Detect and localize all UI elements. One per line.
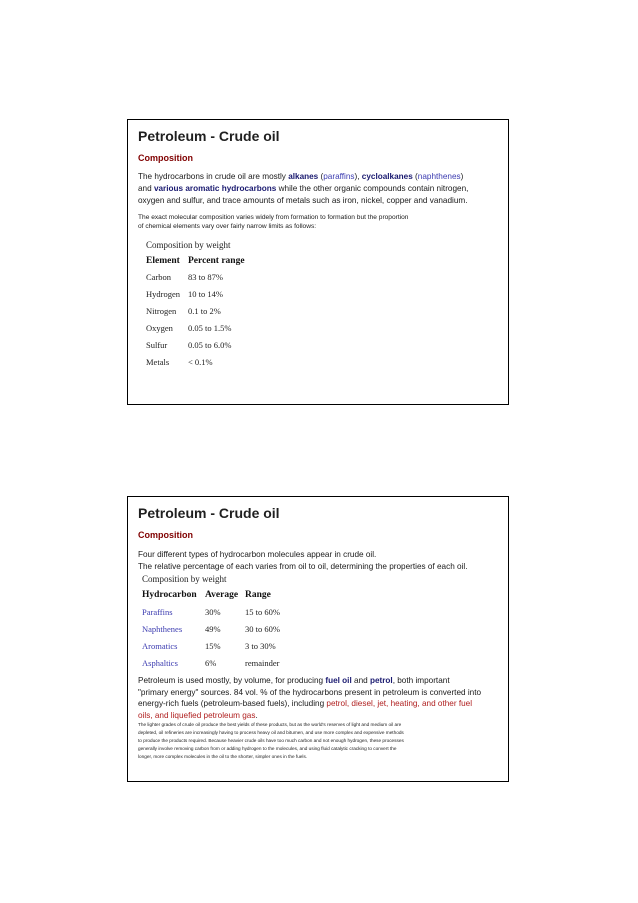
petroleum-use-paragraph: Petroleum is used mostly, by volume, for producing fuel oil and petrol, both important "primary energy" sources. 84 vol. % of the hydrocarbons present in petroleum is converted into energy-rich fuels (petroleum-based fuels), including petrol, diesel, jet, heating, and other fuel oils, and liquefied petroleum gas. (138, 676, 482, 720)
table-cell: Naphthenes (142, 624, 183, 634)
table-cell: Aromatics (142, 641, 178, 651)
table-cell: 30% (205, 607, 221, 617)
table-cell: 83 to 87% (188, 272, 223, 282)
slide-2 (127, 496, 509, 782)
table-cell: 30 to 60% (245, 624, 280, 634)
table-header-element: Element (146, 256, 180, 266)
table-caption: Composition by weight (146, 240, 231, 250)
proportion-paragraph: The exact molecular composition varies widely from formation to formation but the proportion of chemical elements vary over fairly narrow limits as follows: (138, 214, 409, 230)
table-cell: Hydrogen (146, 289, 180, 299)
table-cell: Metals (146, 357, 170, 367)
table-header-hydrocarbon: Hydrocarbon (142, 590, 197, 600)
table-cell: 15% (205, 641, 221, 651)
section-heading: Composition (138, 530, 193, 540)
table-cell: 3 to 30% (245, 641, 276, 651)
table-cell: Asphaltics (142, 658, 178, 668)
table-cell: 0.05 to 1.5% (188, 323, 232, 333)
table-cell: 0.1 to 2% (188, 306, 221, 316)
table-header-percent: Percent range (188, 256, 245, 266)
table-cell: Paraffins (142, 607, 173, 617)
table-cell: 10 to 14% (188, 289, 223, 299)
composition-paragraph: The hydrocarbons in crude oil are mostly alkanes (paraffins), cycloalkanes (naphthenes) and various aromatic hydrocarbons while the other organic compounds contain nitrogen, oxygen and sulfur, and trace amounts of metals such as iron, nickel, copper and vanadium. (138, 172, 469, 205)
table-cell: 0.05 to 6.0% (188, 340, 232, 350)
slide-title: Petroleum - Crude oil (138, 128, 280, 144)
table-cell: 6% (205, 658, 217, 668)
table-caption: Composition by weight (142, 574, 227, 584)
table-header-range: Range (245, 590, 271, 600)
table-cell: 49% (205, 624, 221, 634)
table-cell: Oxygen (146, 323, 173, 333)
table-cell: Carbon (146, 272, 172, 282)
table-cell: Nitrogen (146, 306, 177, 316)
table-cell: 15 to 60% (245, 607, 280, 617)
slide-1 (127, 119, 509, 405)
slide-title: Petroleum - Crude oil (138, 505, 280, 521)
table-header-average: Average (205, 590, 239, 600)
hydrocarbon-types-paragraph: Four different types of hydrocarbon molecules appear in crude oil. The relative percentage of each varies from oil to oil, determining the properties of each oil. (138, 550, 468, 571)
table-cell: < 0.1% (188, 357, 213, 367)
section-heading: Composition (138, 153, 193, 163)
table-cell: remainder (245, 658, 280, 668)
table-cell: Sulfur (146, 340, 168, 350)
refining-paragraph: The lighter grades of crude oil produce the best yields of these products, but as the world's reserves of light and medium oil are depleted, oil refineries are increasingly having to process heavy oil and bitumen, and use more complex and expensive methods to produce the products required. Because heavier crude oils have too much carbon and not enough hydrogen, these processes generally involve removing carbon from or adding hydrogen to the molecules, and using fluid catalytic cracking to convert the longer, more complex molecules in the oil to the shorter, simpler ones in the fuels. (138, 722, 404, 759)
